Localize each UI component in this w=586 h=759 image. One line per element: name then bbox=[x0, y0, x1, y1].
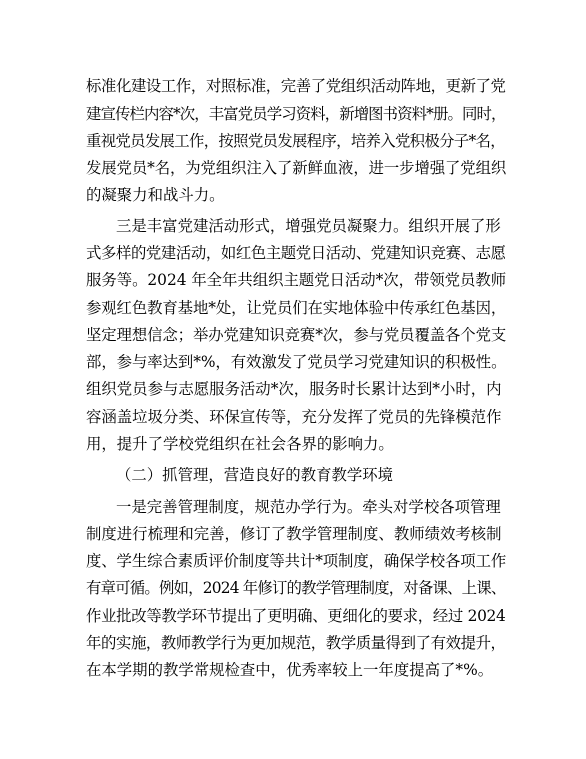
paragraph-line: 容涵盖垃圾分类、环保宣传等，充分发挥了党员的先锋模范作 bbox=[86, 408, 502, 426]
paragraph-line: 重视党员发展工作，按照党员发展程序，培养入党积极分子*名， bbox=[86, 132, 505, 150]
paragraph-line: 年的实施，教师教学行为更加规范，教学质量得到了有效提升， bbox=[86, 634, 506, 652]
paragraph-line: 的凝聚力和战斗力。 bbox=[86, 186, 225, 204]
paragraph-line: 式多样的党建活动，如红色主题党日活动、党建知识竞赛、志愿 bbox=[86, 244, 506, 262]
paragraph-line: 组织党员参与志愿服务活动*次，服务时长累计达到*小时，内 bbox=[86, 380, 502, 398]
paragraph-line: 在本学期的教学常规检查中，优秀率较上一年度提高了*%。 bbox=[86, 661, 494, 679]
section-heading: （二）抓管理，营造良好的教育教学环境 bbox=[116, 466, 394, 484]
paragraph-line: 用，提升了学校党组织在社会各界的影响力。 bbox=[86, 435, 394, 453]
paragraph-line: 建宣传栏内容*次，丰富党员学习资料，新增图书资料*册。同时， bbox=[86, 105, 506, 123]
paragraph-line: 制度进行梳理和完善，修订了教学管理制度、教师绩效考核制 bbox=[86, 525, 502, 543]
paragraph-line: 服务等。2024 年全年共组织主题党日活动*次，带领党员教师 bbox=[86, 271, 506, 289]
paragraph-line: 作业批改等教学环节提出了更明确、更细化的要求，经过 2024 bbox=[86, 607, 506, 625]
paragraph-line: 坚定理想信念；举办党建知识竞赛*次，参与党员覆盖各个党支 bbox=[86, 326, 506, 344]
paragraph-line: 标准化建设工作，对照标准，完善了党组织活动阵地，更新了党 bbox=[86, 77, 506, 95]
paragraph-line: 部，参与率达到*%，有效激发了党员学习党建知识的积极性。 bbox=[86, 353, 506, 371]
paragraph-line: 参观红色教育基地*处，让党员们在实地体验中传承红色基因， bbox=[86, 299, 506, 317]
paragraph-line: 三是丰富党建活动形式，增强党员凝聚力。组织开展了形 bbox=[116, 217, 501, 235]
paragraph-line: 有章可循。例如，2024 年修订的教学管理制度，对备课、上课、 bbox=[86, 579, 506, 597]
paragraph-line: 度、学生综合素质评价制度等共计*项制度，确保学校各项工作 bbox=[86, 552, 506, 570]
paragraph-line: 发展党员*名，为党组织注入了新鲜血液，进一步增强了党组织 bbox=[86, 159, 506, 177]
paragraph-line: 一是完善管理制度，规范办学行为。牵头对学校各项管理 bbox=[116, 498, 501, 516]
